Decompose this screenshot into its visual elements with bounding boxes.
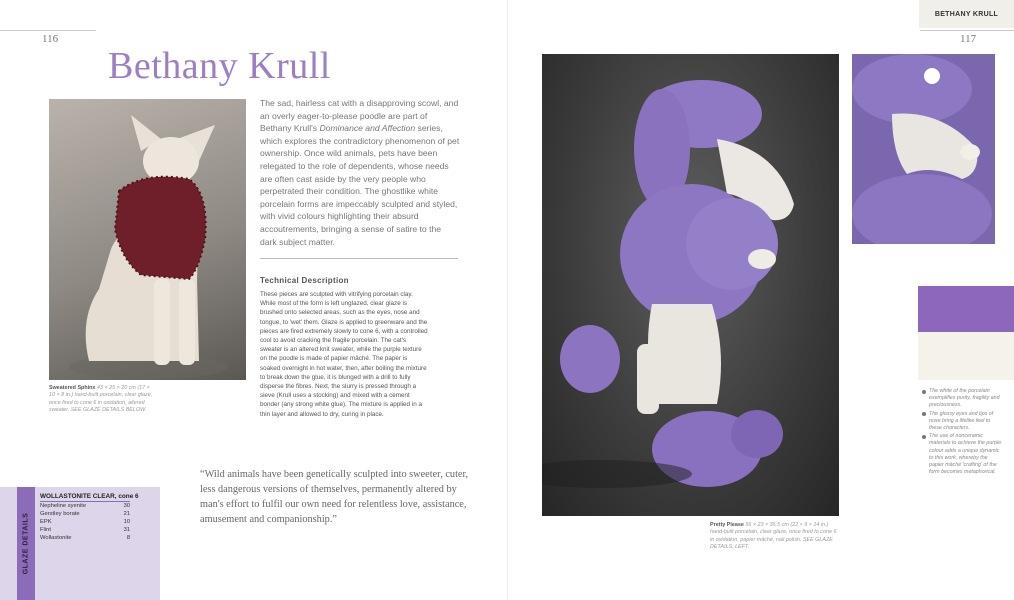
pretty-please-photo — [542, 54, 839, 516]
header-rule-left — [0, 30, 96, 31]
note-text: The glossy eyes and tips of nose bring a lifelike feel to these characters. — [929, 410, 994, 432]
table-row — [40, 503, 130, 511]
sphinx-caption-title: Sweatered Sphinx — [49, 385, 96, 391]
glaze-recipe-title: WOLLASTONITE CLEAR, cone 6 — [40, 493, 139, 500]
ingredient-name: Nepheline syenite — [40, 503, 87, 509]
list-item — [922, 411, 1002, 433]
cream-swatch — [918, 332, 1014, 380]
bullet-icon — [922, 412, 926, 416]
poodle-caption — [710, 522, 840, 551]
intro-text-2: series, which explores the contradictory phenomenon of pet ownership. Once wild animals, pets have been relegated to the role of dependents, whose needs are often cast aside by the very people who perpetrated their condition. The ghostlike white porcelain forms are impeccably sculpted and styled, with vivid colours highlighting their absurd accoutrements, bringing a sense of satire to the dark subject matter. — [260, 123, 460, 247]
intro-paragraph — [260, 97, 460, 248]
material-notes — [922, 388, 1002, 477]
section-divider — [260, 258, 458, 259]
sphinx-caption — [49, 385, 154, 414]
ingredient-amount: 8 — [126, 534, 131, 541]
table-row — [40, 511, 130, 519]
page-gutter — [507, 0, 508, 600]
table-row — [40, 535, 130, 543]
right-page-number: 117 — [960, 33, 977, 45]
note-text: The use of nonceramic materials to achieve the purple colour adds a unique dynamic to this work, whereby the papier mâché 'crafting' of the form becomes metaphorical. — [929, 433, 1002, 476]
glaze-recipe-rule — [40, 501, 130, 502]
running-head: BETHANY KRULL — [919, 0, 1014, 28]
ingredient-name: Wollastonite — [40, 534, 72, 541]
ingredient-amount: 31 — [123, 526, 131, 533]
purple-swatch — [918, 286, 1014, 332]
poodle-caption-body: 56 × 23 × 35.5 cm (22 × 9 × 14 in.) hand-built porcelain, clear glaze, once fired to cone 6 in oxidation, papier mâché, nail polish. SEE GLAZE DETAILS, LEFT. — [710, 522, 837, 550]
table-row — [40, 519, 130, 527]
ingredient-name: Gerstley borate — [40, 510, 80, 517]
glaze-recipe-table — [40, 503, 130, 543]
technical-heading: Technical Description — [260, 276, 349, 285]
sphinx-caption-body: 43 × 25 × 20 cm (17 × 10 × 8 in.) hand-built porcelain, clear glaze, once fired to cone 6 in oxidation, altered sweater. SEE GLAZE DETAILS BELOW. — [49, 385, 153, 413]
sweatered-sphinx-photo — [49, 99, 246, 380]
pull-quote: “Wild animals have been genetically sculpted into sweeter, cuter, less dangerous versions of themselves, permanently altered by man's effort to fulfil our own need for relentless love, assistance, amusement and companionship.” — [200, 469, 469, 525]
ingredient-amount: 30 — [123, 503, 131, 509]
poodle-caption-title: Pretty Please — [710, 522, 744, 528]
intro-text-1: The sad, hairless cat with a disapproving scowl, and an overly eager-to-please poodle are part of Bethany Krull's — [260, 98, 459, 134]
article-title: Bethany Krull — [108, 45, 331, 87]
table-row — [40, 527, 130, 535]
glaze-details-tab — [17, 487, 35, 600]
header-rule-right — [920, 30, 1014, 31]
ingredient-amount: 21 — [123, 510, 131, 517]
list-item — [922, 433, 1002, 476]
glaze-details-tab-label: GLAZE DETAILS — [22, 512, 30, 575]
series-name: Dominance and Affection — [319, 123, 416, 134]
left-page-number: 116 — [42, 33, 59, 45]
ingredient-name: Flint — [40, 526, 51, 533]
list-item — [922, 388, 1002, 410]
technical-body: These pieces are sculpted with vitrifying porcelain clay. While most of the form is left unglazed, clear glaze is brushed onto selected areas, such as the eyes, nose and tongue, to 'wet' them. Glaze is applied to greenware and the pieces are fired extremely slowly to cone 6, with a controlled cool to avoid cracking the fragile porcelain. The cat's sweater is an altered knit sweater, while the purple texture on the poodle is made of papier mâché. The paper is soaked overnight in hot water, then, after boiling the mixture to break down the glue, it is blunged with a drill to fully disperse the fibres. Next, the slurry is pressed through a sieve (Krull uses a stocking) and mixed with a cement bonder (any strong white glue). The mixture is applied in a thin layer and allowed to dry, curing in place. — [260, 291, 428, 418]
ingredient-amount: 10 — [123, 518, 131, 525]
bullet-icon — [922, 390, 926, 394]
bullet-icon — [922, 435, 926, 439]
ingredient-name: EPK — [40, 518, 52, 525]
note-text: The white of the porcelain exemplifies purity, fragility and preciousness. — [929, 388, 1000, 409]
poodle-detail-photo — [852, 54, 995, 244]
